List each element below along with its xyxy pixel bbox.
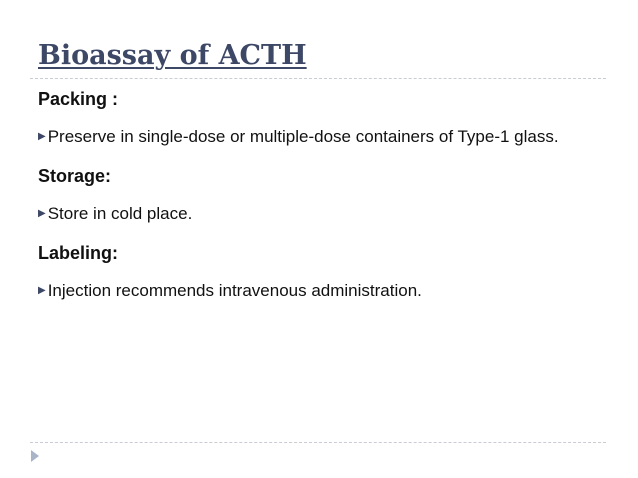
section-heading-storage: Storage: [38,166,112,186]
bullet-text: Store in cold place. [47,204,193,223]
triangle-bullet-icon: ▶ [38,285,46,296]
triangle-corner-icon [31,450,39,462]
bullet-text: Preserve in single-dose or multiple-dose containers of Type-1 glass. [47,127,559,146]
bullet-labeling [38,279,598,303]
bullet-text: Injection recommends intravenous administration. [47,281,422,300]
triangle-bullet-icon: ▶ [38,131,46,142]
section-heading-labeling: Labeling: [38,243,118,263]
footer-divider [30,442,606,443]
slide-content [38,87,598,318]
title-divider [30,78,606,79]
section-heading-packing: Packing : [38,89,119,109]
bullet-packing [38,125,598,149]
slide-title: Bioassay of ACTH [38,40,307,71]
triangle-bullet-icon: ▶ [38,208,46,219]
bullet-storage [38,202,598,226]
